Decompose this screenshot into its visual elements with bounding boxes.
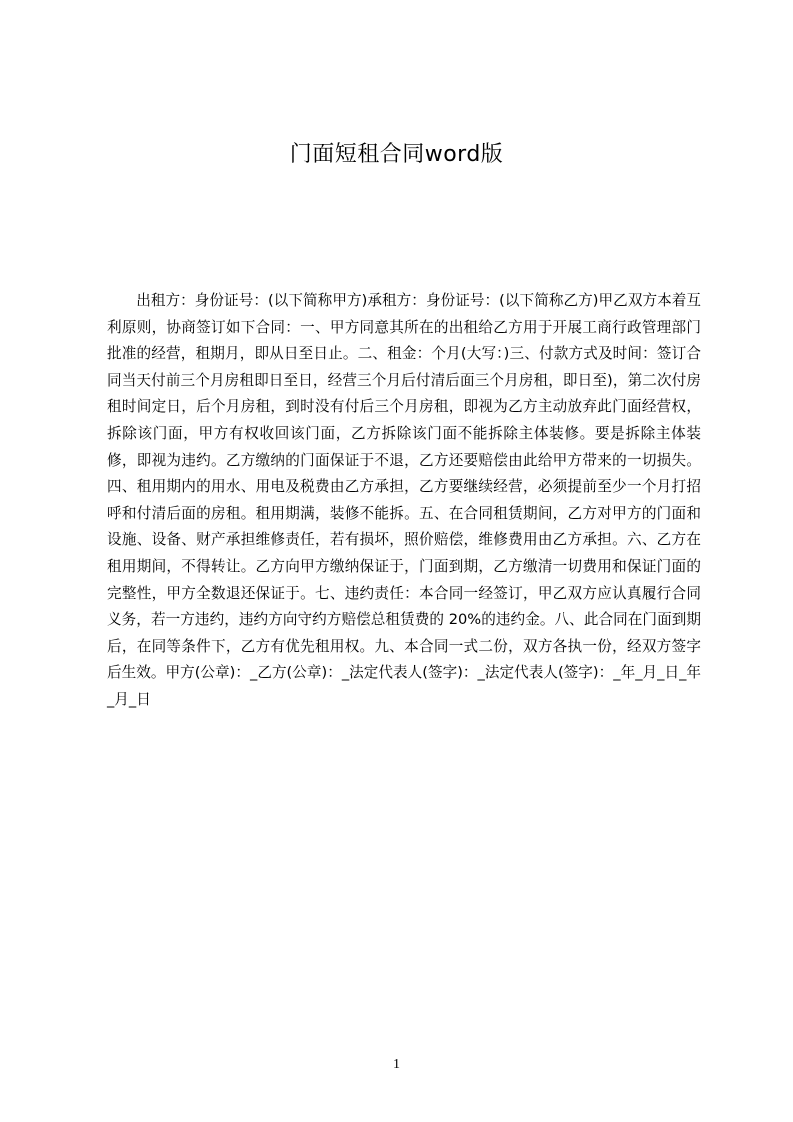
page-number: 1 [393,1057,400,1072]
contract-body-paragraph: 出租方：身份证号：(以下简称甲方)承租方：身份证号：(以下简称乙方)甲乙双方本着互利原则，协商签订如下合同：一、甲方同意其所在的出租给乙方用于开展工商行政管理部门批准的经营，租期月，即从日至日止。二、租金：个月(大写：)三、付款方式及时间：签订合同当天付前三个月房租即日至日，经营三个月后付清后面三个月房租，即日至)，第二次付房租时间定日，后个月房租，到时没有付后三个月房租，即视为乙方主动放弃此门面经营权，拆除该门面，甲方有权收回该门面，乙方拆除该门面不能拆除主体装修。要是拆除主体装修，即视为违约。乙方缴纳的门面保证于不退，乙方还要赔偿由此给甲方带来的一切损失。四、租用期内的用水、用电及税费由乙方承担，乙方要继续经营，必须提前至少一个月打招呼和付清后面的房租。租用期满，装修不能拆。五、在合同租赁期间，乙方对甲方的门面和设施、设备、财产承担维修责任，若有损坏，照价赔偿，维修费用由乙方承担。六、乙方在租用期间，不得转让。乙方向甲方缴纳保证于，门面到期，乙方缴清一切费用和保证门面的完整性，甲方全数退还保证于。七、违约责任：本合同一经签订，甲乙双方应认真履行合同义务，若一方违约，违约方向守约方赔偿总租赁费的 20%的违约金。八、此合同在门面到期后，在同等条件下，乙方有优先租用权。九、本合同一式二份，双方各执一份，经双方签字后生效。甲方(公章)：_乙方(公章)：_法定代表人(签字)：_法定代表人(签字)：_年_月_日_年_月_日 [107,292,701,708]
document-title: 门面短租合同word版 [289,142,504,167]
